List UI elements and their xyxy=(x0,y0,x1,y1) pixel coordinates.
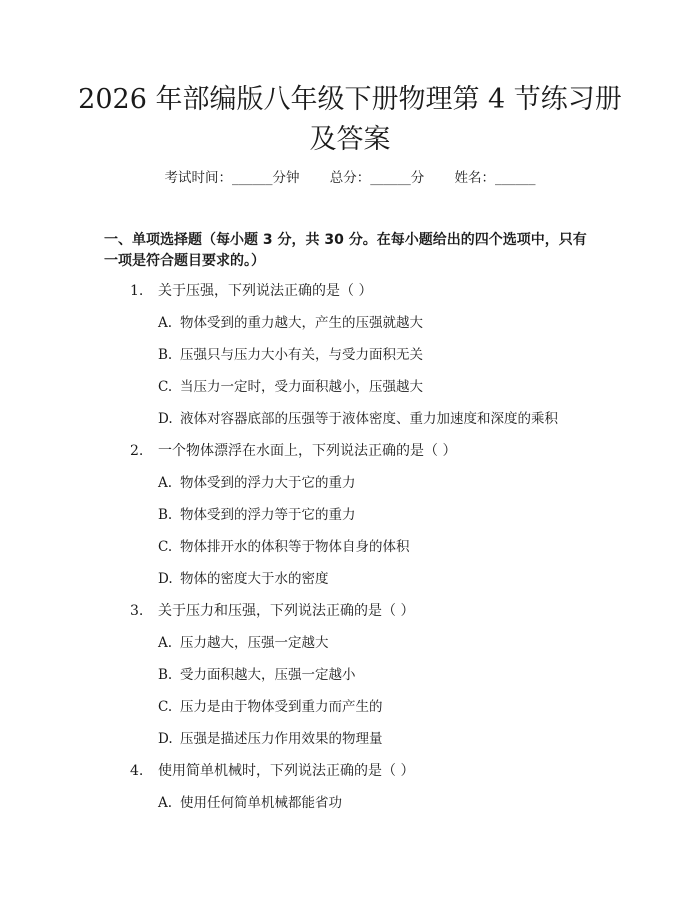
question-text: 关于压力和压强，下列说法正确的是（ ） xyxy=(158,603,415,619)
question-number: 3. xyxy=(130,603,144,619)
option-letter: C. xyxy=(158,379,173,395)
section-heading: 一、单项选择题（每小题 3 分，共 30 分。在每小题给出的四个选项中，只有一项是符合题目要求的。） xyxy=(104,232,587,269)
option-text: 压强是描述压力作用效果的物理量 xyxy=(180,731,383,747)
option-letter: B. xyxy=(158,667,173,683)
option xyxy=(158,665,356,685)
option-text: 压力越大，压强一定越大 xyxy=(180,635,329,651)
question-number: 2. xyxy=(130,443,144,459)
option-letter: A. xyxy=(158,795,173,811)
option xyxy=(158,409,558,429)
question-number: 1. xyxy=(130,283,144,299)
option-letter: D. xyxy=(158,571,173,587)
option xyxy=(158,473,356,493)
option-text: 压力是由于物体受到重力而产生的 xyxy=(180,699,383,715)
option-text: 物体的密度大于水的密度 xyxy=(180,571,329,587)
option xyxy=(158,313,423,333)
option-text: 物体受到的重力越大，产生的压强就越大 xyxy=(180,315,423,331)
option-letter: C. xyxy=(158,699,173,715)
question xyxy=(130,761,414,781)
option xyxy=(158,505,356,525)
option-letter: D. xyxy=(158,411,173,427)
option-letter: B. xyxy=(158,347,173,363)
question xyxy=(130,281,372,301)
exam-time: 考试时间：______分钟 xyxy=(164,170,300,186)
option-letter: B. xyxy=(158,507,173,523)
option-text: 物体受到的浮力大于它的重力 xyxy=(180,475,356,491)
question-number: 4. xyxy=(130,763,144,779)
option xyxy=(158,377,423,397)
option-letter: D. xyxy=(158,731,173,747)
option xyxy=(158,345,423,365)
option-text: 液体对容器底部的压强等于液体密度、重力加速度和深度的乘积 xyxy=(180,411,558,427)
question-text: 使用简单机械时，下列说法正确的是（ ） xyxy=(158,763,415,779)
option-text: 物体排开水的体积等于物体自身的体积 xyxy=(180,539,410,555)
option xyxy=(158,633,329,653)
document-title: 2026 年部编版八年级下册物理第 4 节练习册及答案 xyxy=(78,84,622,155)
exam-meta xyxy=(0,168,700,188)
option-text: 当压力一定时，受力面积越小，压强越大 xyxy=(180,379,423,395)
option xyxy=(158,537,410,557)
option-letter: C. xyxy=(158,539,173,555)
option xyxy=(158,569,329,589)
option-letter: A. xyxy=(158,475,173,491)
question xyxy=(130,601,414,621)
question-text: 关于压强，下列说法正确的是（ ） xyxy=(158,283,373,299)
option-text: 使用任何简单机械都能省功 xyxy=(180,795,342,811)
option xyxy=(158,793,342,813)
option xyxy=(158,697,383,717)
question xyxy=(130,441,456,461)
option-letter: A. xyxy=(158,635,173,651)
question-text: 一个物体漂浮在水面上，下列说法正确的是（ ） xyxy=(158,443,457,459)
option xyxy=(158,729,383,749)
exam-score: 总分：______分 xyxy=(329,170,425,186)
exam-name: 姓名：______ xyxy=(454,170,536,186)
option-text: 受力面积越大，压强一定越小 xyxy=(180,667,356,683)
option-text: 物体受到的浮力等于它的重力 xyxy=(180,507,356,523)
option-letter: A. xyxy=(158,315,173,331)
option-text: 压强只与压力大小有关，与受力面积无关 xyxy=(180,347,423,363)
